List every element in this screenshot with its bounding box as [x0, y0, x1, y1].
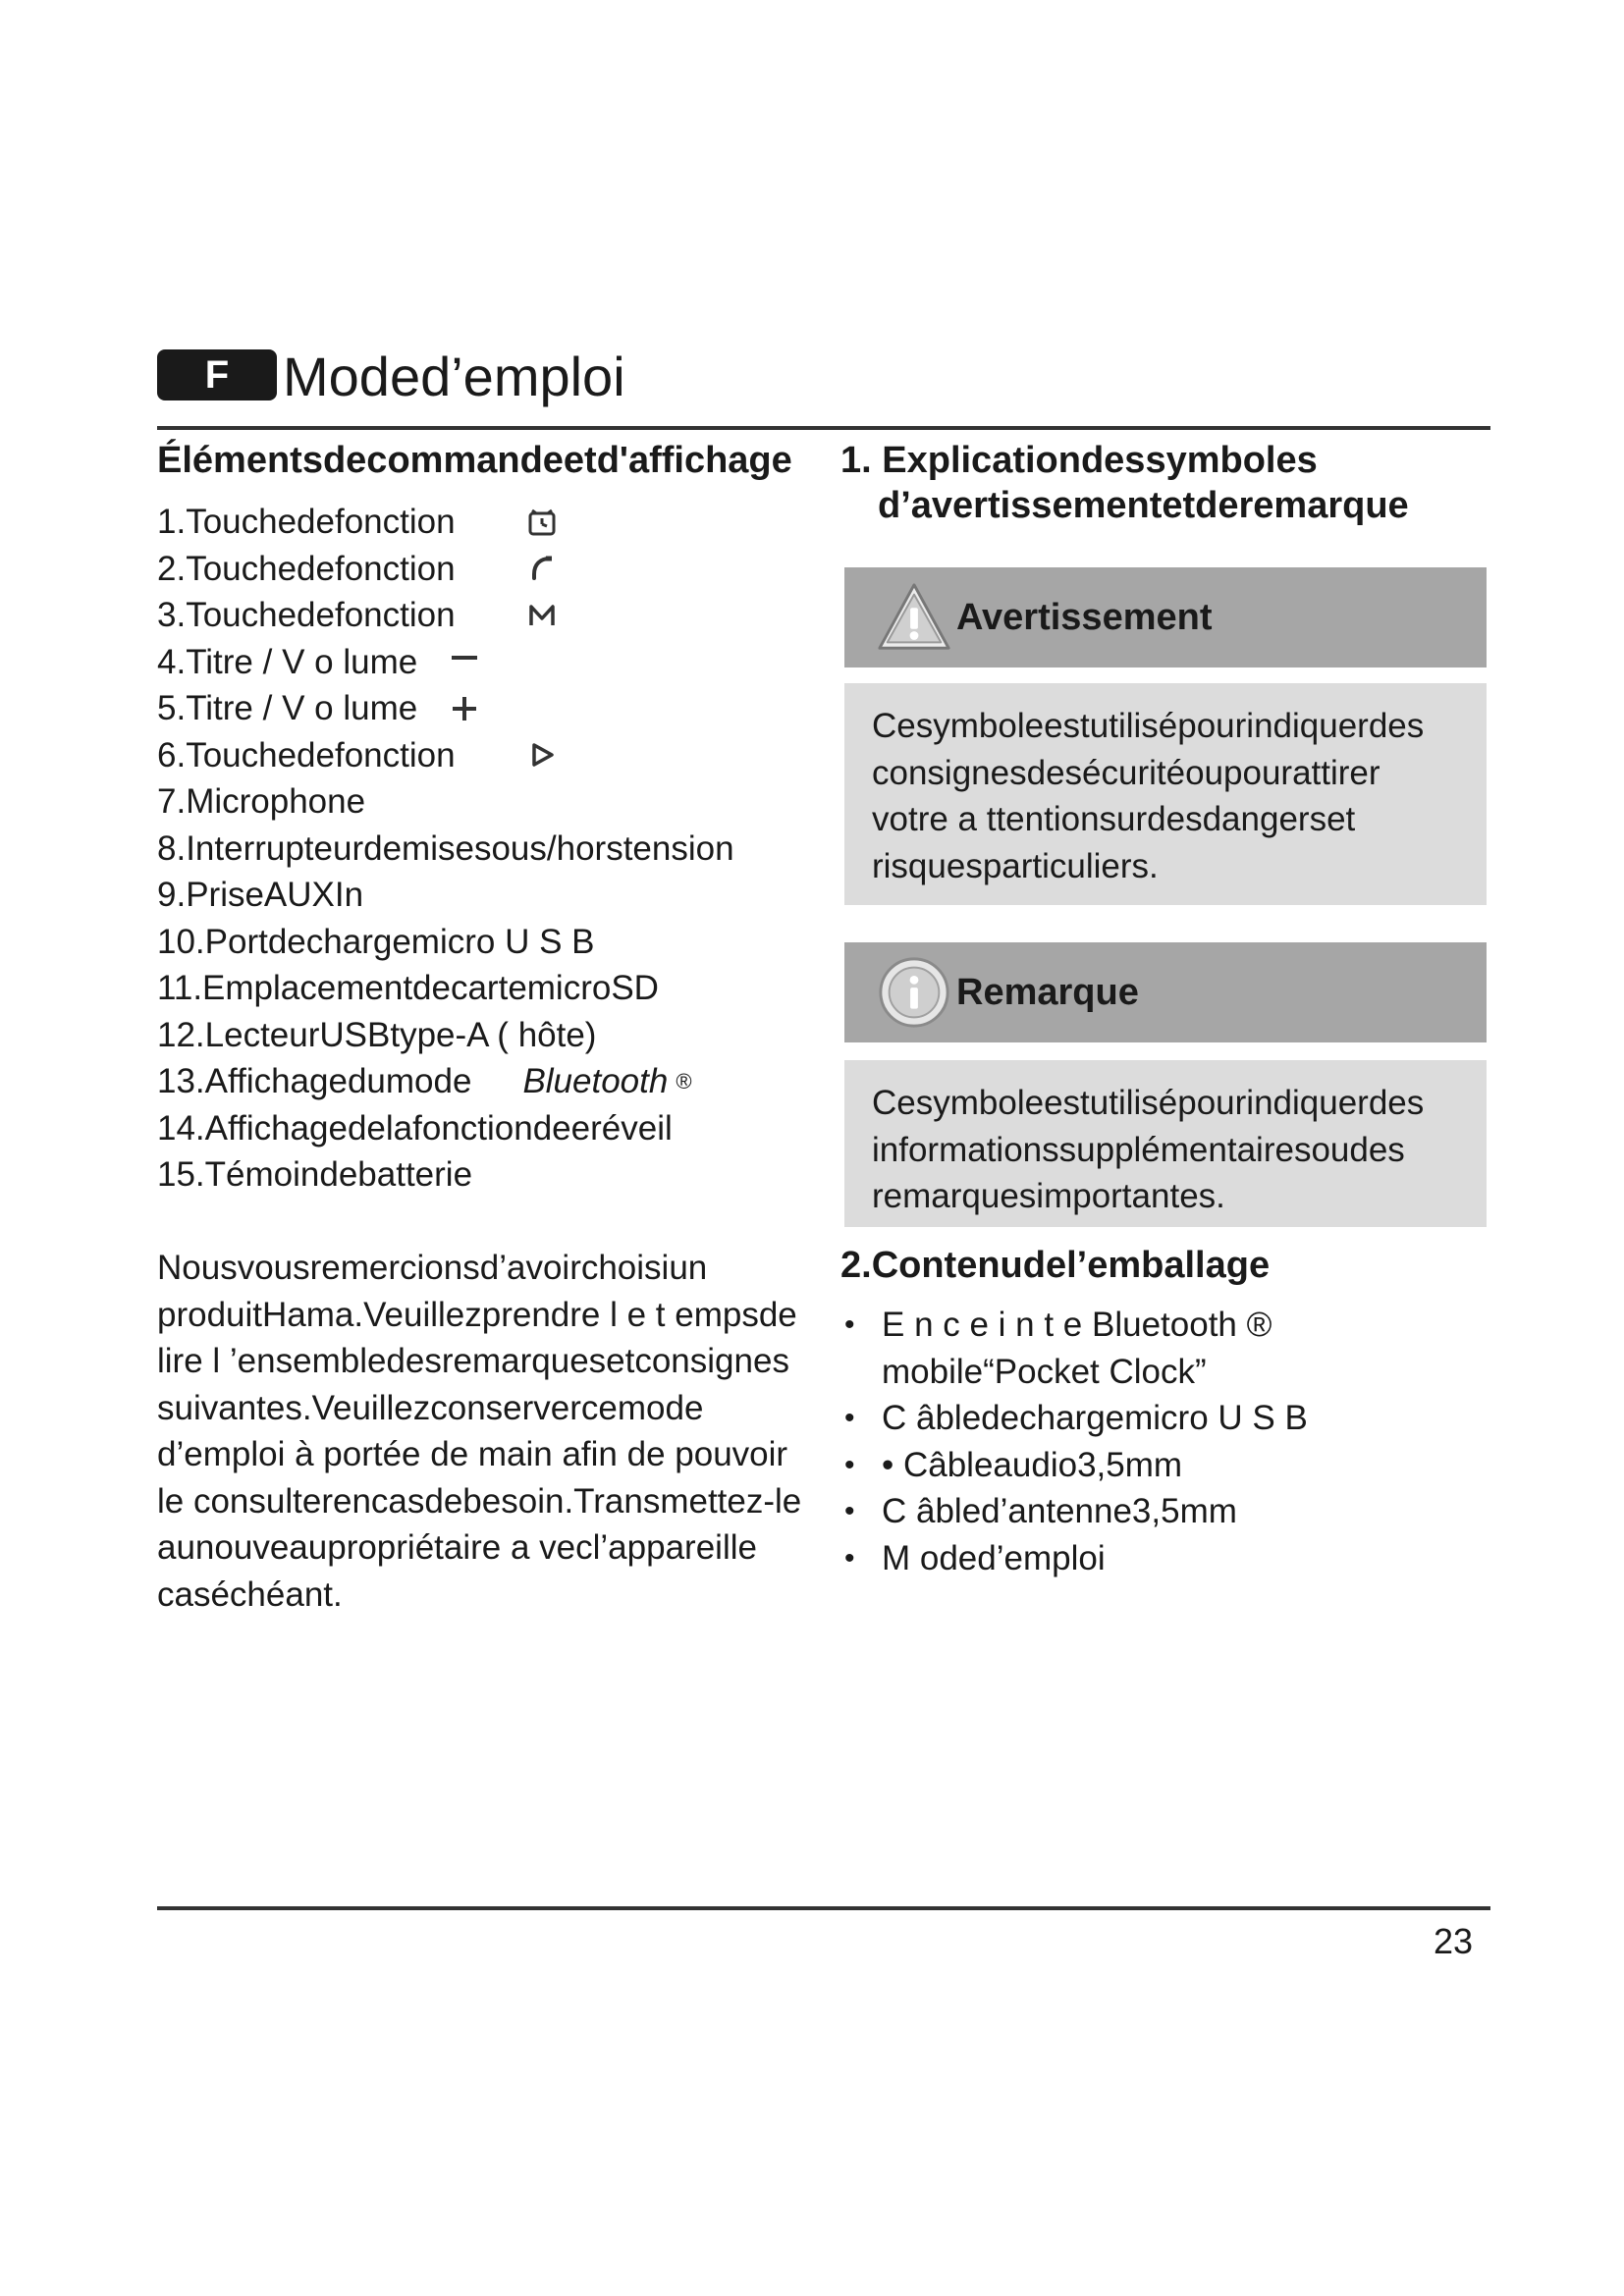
minus-icon [445, 642, 484, 681]
control-label: 10.Portdechargemicro U S B [157, 922, 595, 961]
list-item [157, 639, 734, 686]
list-item [157, 826, 734, 873]
warning-header [844, 567, 1487, 667]
warning-triangle-icon [874, 577, 954, 658]
list-item [157, 872, 734, 919]
list-item [157, 1058, 734, 1105]
control-label: 3.Touchedefonction [157, 596, 456, 634]
section1-heading-line1: 1. Explicationdessymboles [840, 440, 1318, 481]
note-header [844, 942, 1487, 1042]
registered-mark: ® [676, 1069, 692, 1094]
list-item: • C âbled’antenne3,5mm [844, 1488, 1473, 1535]
list-item [157, 592, 734, 639]
list-item [157, 546, 734, 593]
control-label: 11.EmplacementdecartemicroSD [157, 969, 659, 1007]
list-item: • C âbledechargemicro U S B [844, 1395, 1473, 1442]
list-item [157, 1012, 734, 1059]
list-item [157, 965, 734, 1012]
bottom-divider [157, 1906, 1490, 1910]
control-label: 5.Titre / V o lume [157, 689, 418, 727]
controls-heading: Élémentsdecommandeetd'affichage [157, 440, 792, 481]
warning-text: Cesymboleestutilisépourindiquerdes consignesdesécuritéoupourattirer votre a ttentionsurdesdangerset risquesparticuliers. [844, 683, 1487, 905]
control-label: 4.Titre / V o lume [157, 642, 418, 681]
alarm-clock-icon [522, 503, 562, 542]
warning-title: Avertissement [956, 596, 1213, 638]
note-title: Remarque [956, 971, 1139, 1013]
control-label: 15.Témoindebatterie [157, 1155, 473, 1194]
list-item [157, 685, 734, 732]
list-item: • E n c e i n t e Bluetooth ® mobile“Pocket Clock” [844, 1302, 1473, 1395]
controls-list [157, 499, 734, 1199]
control-label: 9.PriseAUXIn [157, 876, 364, 914]
list-item [157, 499, 734, 546]
list-item: • • Câbleaudio3,5mm [844, 1442, 1473, 1489]
phone-handset-icon [522, 549, 562, 588]
info-circle-icon [874, 952, 954, 1033]
section2-heading: 2.Contenudel’emballage [840, 1245, 1271, 1286]
page-number: 23 [1433, 1921, 1473, 1961]
list-item [157, 919, 734, 966]
page-title: Moded’emploi [283, 346, 625, 407]
list-item: • M oded’emploi [844, 1535, 1473, 1582]
mode-m-icon [522, 596, 562, 635]
top-divider [157, 426, 1490, 430]
control-label: 12.LecteurUSBtype-A ( hôte) [157, 1015, 597, 1054]
control-label: 2.Touchedefonction [157, 549, 456, 588]
control-label: 13.Affichagedumode [157, 1062, 472, 1100]
bluetooth-label: Bluetooth [522, 1062, 669, 1100]
intro-paragraph: Nousvousremercionsd’avoirchoisiun produitHama.Veuillezprendre l e t empsde lire l ’ensembledesremarquesetconsignes suivantes.Veuillezconservercemode d’emploi à portée de main afin de pouvoir le consulterencasdebesoin.Transmettez-le aunouveaupropriétaire a vecl’appareille caséchéant. [157, 1249, 802, 1614]
plus-icon [445, 689, 484, 728]
play-icon [522, 735, 562, 774]
list-item [157, 1105, 734, 1152]
control-label: 1.Touchedefonction [157, 503, 456, 541]
list-item [157, 732, 734, 779]
control-label: 6.Touchedefonction [157, 735, 456, 774]
control-label: 8.Interrupteurdemisesous/horstension [157, 828, 734, 868]
control-label: 7.Microphone [157, 782, 366, 821]
list-item [157, 778, 734, 826]
control-label: 14.Affichagedelafonctiondeeréveil [157, 1108, 673, 1148]
language-badge: F [157, 349, 277, 400]
section1-heading [840, 438, 1469, 528]
package-contents-list [844, 1302, 1473, 1581]
list-item [157, 1151, 734, 1199]
note-text: Cesymboleestutilisépourindiquerdes informationssupplémentairesoudes remarquesimportantes. [844, 1060, 1487, 1227]
section1-heading-line2: d’avertissementetderemarque [878, 485, 1409, 526]
